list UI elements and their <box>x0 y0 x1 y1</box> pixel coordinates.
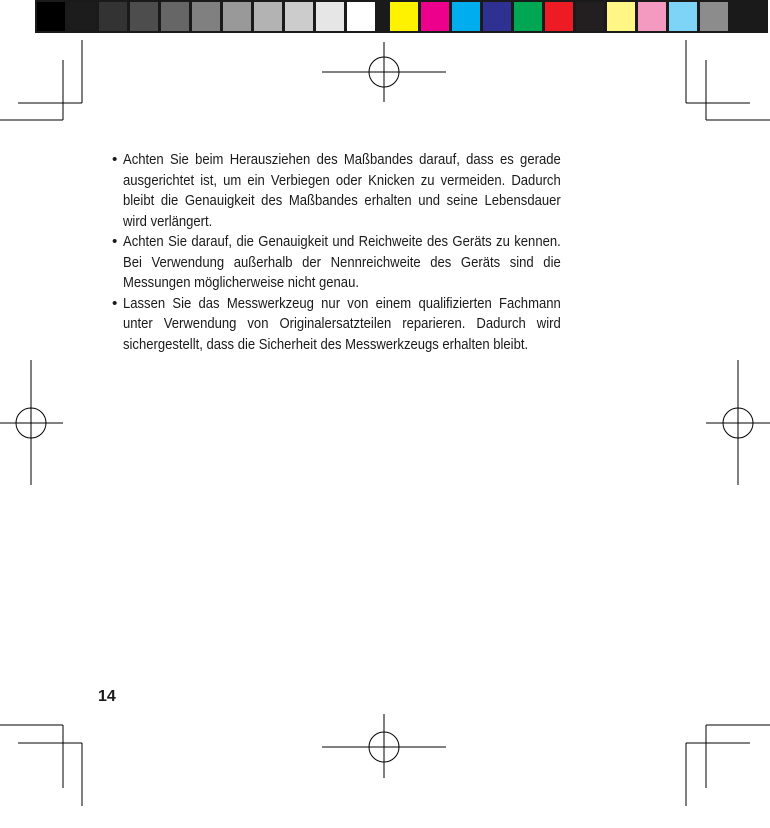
list-item-text: Achten Sie darauf, die Genauigkeit und Reichweite des Geräts zu kennen. Bei Verwendung außerhalb der Nennreichweite des Geräts sind die Messungen möglicherweise nicht genau. <box>123 233 561 291</box>
list-item <box>112 150 632 232</box>
bullet-symbol: • <box>112 233 118 250</box>
bullet-symbol: • <box>112 151 118 168</box>
list-item <box>112 232 632 294</box>
list-item-text: Achten Sie beim Herausziehen des Maßbandes darauf, dass es gerade ausgerichtet ist, um ein Verbiegen oder Knicken zu vermeiden. Dadurch bleibt die Genauigkeit des Maßbandes erhalten und seine Lebensdauer wird verlängert. <box>123 151 561 230</box>
list-item <box>112 294 632 356</box>
list-item-text: Lassen Sie das Messwerkzeug nur von einem qualifizierten Fachmann unter Verwendung von Originalersatzteilen reparieren. Dadurch wird sichergestellt, dass die Sicherheit des Messwerkzeugs erhalten bleibt. <box>123 294 561 353</box>
page-number: 14 <box>98 688 116 705</box>
bullet-symbol: • <box>112 294 118 312</box>
safety-instructions <box>112 150 632 355</box>
